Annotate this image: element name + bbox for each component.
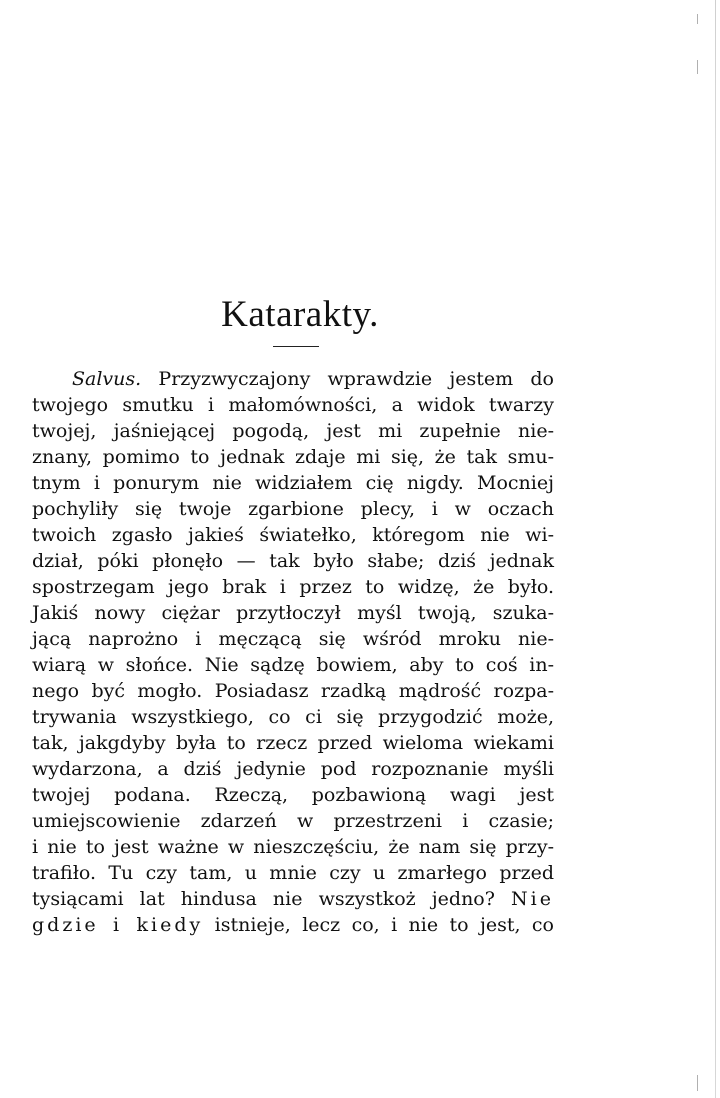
text-line: znany, pomimo to jednak zdaje mi się, że tak smu- (32, 446, 554, 468)
text-line: wiarą w słońce. Nie sądzę bowiem, aby to coś in- (32, 654, 554, 676)
text-line: tnym i ponurym nie widziałem cię nigdy. Mocniej (32, 472, 554, 494)
text-line: trywania wszystkiego, co ci się przygodzić może, (32, 706, 554, 728)
title-divider (273, 346, 319, 347)
text-line: pochyliły się twoje zgarbione plecy, i w oczach (32, 498, 554, 520)
spaced-word: Nie (511, 888, 554, 910)
chapter-title: Katarakty. (221, 294, 379, 335)
text-line: twojej, jaśniejącej pogodą, jest mi zupełnie nie- (32, 420, 554, 442)
text-line: nego być mogło. Posiadasz rzadką mądrość rozpa- (32, 680, 554, 702)
text-line: spostrzegam jego brak i przez to widzę, że było. (32, 576, 554, 598)
edge-mark (697, 60, 698, 74)
text-line: tysiącami lat hindusa nie wszystkoż jedno? Nie (32, 888, 554, 910)
text-line: Jakiś nowy ciężar przytłoczył myśl twoją, szuka- (32, 602, 554, 624)
text-line: wydarzona, a dziś jedynie pod rozpoznanie myśli (32, 758, 554, 780)
text-line: trafiło. Tu czy tam, u mnie czy u zmarłego przed (32, 862, 554, 884)
text-line: twojej podana. Rzeczą, pozbawioną wagi jest (32, 784, 554, 806)
page-edge-line (715, 0, 716, 1098)
text-line: jącą naprożno i męczącą się wśród mroku nie- (32, 628, 554, 650)
text-line: umiejscowienie zdarzeń w przestrzeni i czasie; (32, 810, 554, 832)
speaker-name: Salvus. (72, 368, 142, 390)
text-line: twoich zgasło jakieś światełko, któregom nie wi- (32, 524, 554, 546)
text-line: gdzie i kiedy istnieje, lecz co, i nie to jest, co (32, 914, 554, 936)
edge-mark (697, 14, 698, 24)
edge-mark (697, 1075, 698, 1091)
paragraph-text (32, 366, 554, 938)
text-line: twojego smutku i małomówności, a widok twarzy (32, 394, 554, 416)
text-line: i nie to jest ważne w nieszczęściu, że nam się przy- (32, 836, 554, 858)
text-line: tak, jakgdyby była to rzecz przed wieloma wiekami (32, 732, 554, 754)
spaced-words: gdzie i kiedy (32, 914, 204, 936)
text-line: dział, póki płonęło — tak było słabe; dziś jednak (32, 550, 554, 572)
text-line: Salvus. Przyzwyczajony wprawdzie jestem do (72, 368, 554, 390)
